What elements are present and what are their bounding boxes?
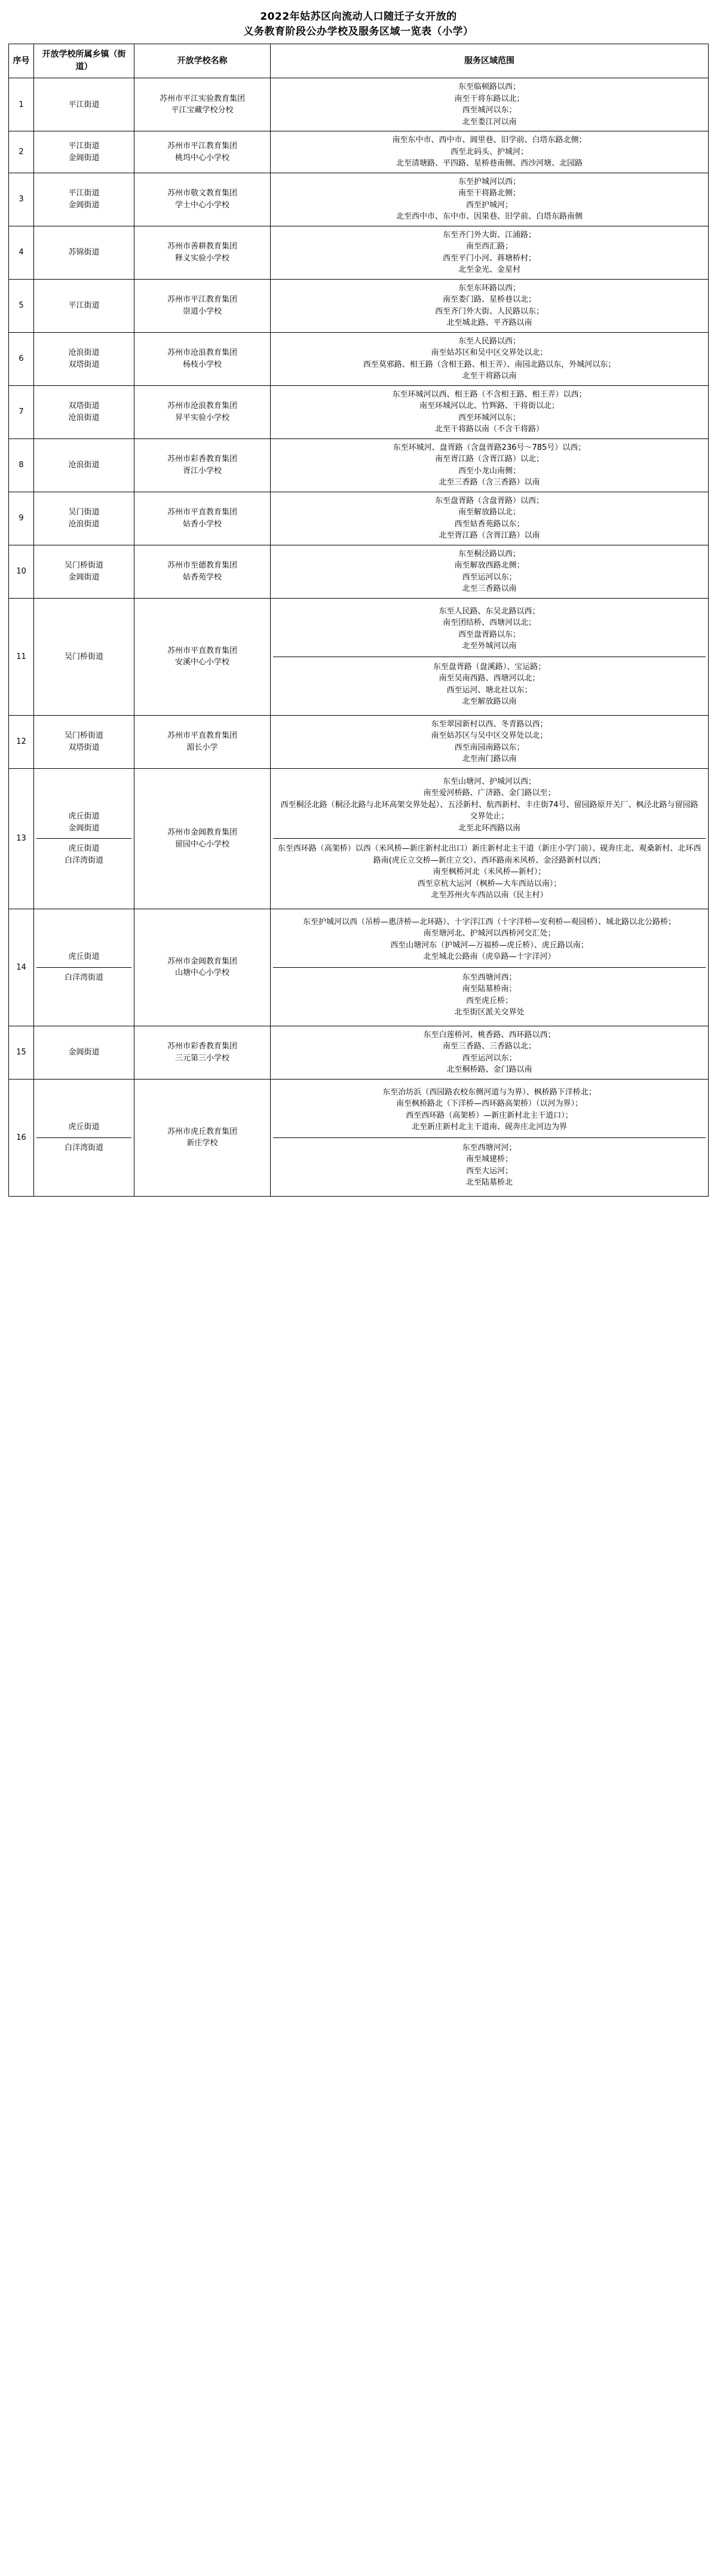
- cell-street: [34, 492, 134, 545]
- area-line: 南至解放路以北；: [458, 508, 520, 517]
- area-line: 南至吴南西路、西塘河以北；: [439, 674, 540, 683]
- cell-school: [134, 438, 271, 492]
- school-service-area-table: [8, 44, 709, 1197]
- cell-school: [134, 385, 271, 438]
- cell-school: [134, 1079, 271, 1196]
- area-line: 南至环城河以北、竹辉路、干将街以北；: [419, 401, 559, 411]
- school-name-line: 新庄学校: [186, 1139, 218, 1148]
- cell-seq: 3: [9, 173, 34, 226]
- cell-street: [34, 598, 134, 715]
- area-line: 西至齐门外大街、人民路以东；: [434, 306, 544, 316]
- area-line: 南至陆墓桥南；: [462, 985, 517, 994]
- table-row: [9, 492, 709, 545]
- cell-street: [34, 715, 134, 768]
- area-line: 北至街区派关交界处: [454, 1008, 525, 1017]
- area-line: 北至胥江路（含胥江路）以南: [439, 531, 540, 541]
- area-block: [273, 602, 706, 657]
- cell-seq: 15: [9, 1026, 34, 1079]
- street-name: 吴门桥街道: [64, 731, 103, 741]
- cell-seq: 4: [9, 226, 34, 279]
- school-name-line: 苏州市平江教育集团: [167, 295, 237, 305]
- cell-school: [134, 78, 271, 131]
- cell-street: [34, 78, 134, 131]
- area-line: 南至娄门路、星桥巷以北；: [442, 295, 536, 305]
- table-row: [9, 131, 709, 173]
- cell-school: [134, 279, 271, 332]
- title-line-2: 义务教育阶段公办学校及服务区域一览表（小学）: [243, 25, 474, 38]
- school-name-line: 苏州市平直教育集团: [167, 731, 237, 741]
- cell-school: [134, 909, 271, 1026]
- area-line: 东至护城河以西；: [458, 177, 520, 186]
- cell-area: [271, 909, 709, 1026]
- area-line: 西至运河以东；: [462, 1053, 517, 1063]
- area-line: 南至塘河北、护城河以西桥河交汇处；: [423, 929, 556, 939]
- cell-school: [134, 1026, 271, 1079]
- area-line: 东至齐门外大街、江浦路；: [442, 230, 536, 240]
- area-line: 西至环城河以东；: [458, 413, 520, 422]
- area-block: [273, 1082, 706, 1138]
- cell-school: [134, 173, 271, 226]
- cell-street: [34, 768, 134, 909]
- area-line: 北至陆墓桥北: [465, 1178, 513, 1188]
- column-header-school: 开放学校名称: [134, 44, 271, 78]
- school-name-line: 苏州市彩香教育集团: [167, 1042, 237, 1051]
- area-line: 北至城北公路南（虎阜路—十字洋河）: [423, 952, 556, 962]
- table-row: [9, 226, 709, 279]
- table-row: [9, 438, 709, 492]
- table-header-row: [9, 44, 709, 78]
- cell-area: [271, 279, 709, 332]
- cell-area: [271, 173, 709, 226]
- cell-seq: 13: [9, 768, 34, 909]
- cell-school: [134, 332, 271, 385]
- cell-area: [271, 492, 709, 545]
- cell-area: [271, 1079, 709, 1196]
- area-line: 西至盘胥路以东；: [458, 630, 520, 639]
- area-line: 东至桐泾路以西；: [458, 549, 520, 559]
- area-line: 东至护城河以西（吊桥—惠济桥—北环路）、十字洋江西（十字洋桥—安利桥—观园桥）、城北路以北公路桥；: [302, 917, 676, 927]
- table-row: [9, 332, 709, 385]
- school-name-line: 三元第三小学校: [174, 1053, 229, 1063]
- area-line: 南至爱河桥路、广济路、金门路以至；: [423, 789, 556, 798]
- street-name: 平江街道: [68, 189, 100, 198]
- cell-school: [134, 131, 271, 173]
- school-name-line: 苏州市平江实验教育集团: [159, 94, 245, 103]
- cell-street: [34, 279, 134, 332]
- document-page: [0, 0, 717, 1209]
- cell-school: [134, 545, 271, 598]
- school-name-line: 苏州市沧浪教育集团: [167, 401, 237, 411]
- cell-street: [34, 909, 134, 1026]
- area-line: 南至胥江路（含胥江路）以北；: [434, 455, 544, 464]
- cell-street: [34, 438, 134, 492]
- street-name: 白洋湾街道: [64, 1143, 103, 1152]
- school-name-line: 山塘中心小学校: [174, 968, 229, 978]
- area-line: 西至运河以东；: [462, 572, 517, 582]
- school-name-line: 姑香苑学校: [182, 572, 222, 582]
- area-line: 东至翠园新村以西、冬青路以西；: [431, 719, 548, 729]
- page-title: [8, 10, 709, 39]
- street-name: 白洋湾街道: [64, 973, 103, 982]
- school-name-line: 昇平实验小学校: [174, 413, 229, 422]
- area-line: 北至南门路以南: [462, 755, 517, 764]
- cell-street: [34, 545, 134, 598]
- cell-area: [271, 1026, 709, 1079]
- area-line: 南至城建桥；: [465, 1155, 513, 1164]
- table-row: [9, 909, 709, 1026]
- street-name: 双塔街道: [68, 401, 100, 411]
- area-line: 北至外城河以南: [462, 642, 517, 651]
- area-line: 东至西塘河河；: [462, 1143, 517, 1152]
- street-name: 虎丘街道: [68, 844, 100, 854]
- street-name: 沧浪街道: [68, 519, 100, 529]
- area-line: 西至小龙山南侧；: [458, 466, 520, 476]
- cell-seq: 5: [9, 279, 34, 332]
- street-group: [36, 839, 131, 871]
- school-name-line: 苏州市平直教育集团: [167, 646, 237, 655]
- street-name: 吴门桥街道: [64, 652, 103, 661]
- area-line: 南至团结桥、西塘河以北；: [442, 618, 536, 628]
- street-name: 平江街道: [68, 142, 100, 151]
- cell-street: [34, 226, 134, 279]
- cell-seq: 2: [9, 131, 34, 173]
- street-name: 金阊街道: [68, 200, 100, 210]
- area-line: 西至大运河；: [465, 1166, 513, 1176]
- cell-seq: 10: [9, 545, 34, 598]
- cell-seq: 14: [9, 909, 34, 1026]
- area-line: 西至南园南路以东；: [454, 743, 525, 752]
- cell-area: [271, 438, 709, 492]
- cell-school: [134, 492, 271, 545]
- area-block: [273, 839, 706, 906]
- area-line: 东至盘胥路（盘溪路）、宝运路；: [433, 662, 546, 671]
- area-line: 东至东环路以西；: [458, 283, 520, 293]
- cell-area: [271, 385, 709, 438]
- cell-seq: 1: [9, 78, 34, 131]
- area-line: 北至金光、金星村: [458, 265, 520, 275]
- cell-seq: 6: [9, 332, 34, 385]
- area-line: 西至运河、塘北社以东；: [446, 685, 532, 695]
- area-line: 北至三香路以南: [462, 584, 517, 594]
- title-line-1: 2022年姑苏区向流动人口随迁子女开放的: [260, 11, 457, 23]
- area-line: 南至干将路北侧；: [458, 189, 520, 198]
- school-name-line: 释义实验小学校: [174, 253, 229, 263]
- area-line: 西至莫邪路、相王路（含相王路、相王弄）、南园北路以东，外城河以东；: [363, 360, 616, 369]
- area-line: 东至西塘河西；: [462, 973, 517, 982]
- cell-area: [271, 768, 709, 909]
- school-name-line: 苏州市金阊教育集团: [167, 956, 237, 966]
- table-row: [9, 279, 709, 332]
- table-body: [9, 78, 709, 1197]
- area-line: 西至城河以东；: [462, 106, 517, 115]
- area-line: 东至临顿路以西；: [458, 82, 520, 92]
- area-line: 北至新庄新村北主干道南、砚奔庄北河边为界: [411, 1123, 567, 1132]
- street-name: 金阊街道: [68, 823, 100, 833]
- area-line: 西至护城河；: [465, 200, 513, 210]
- street-name: 平江街道: [68, 301, 100, 311]
- area-line: 东至冶坊浜（西园路农校东侧河道与为界）、枫桥路下洋桥北；: [382, 1087, 596, 1097]
- area-line: 南至姑苏区与吴中区交界处以北；: [431, 731, 548, 741]
- school-name-line: 学士中心小学校: [174, 200, 229, 210]
- street-group: [36, 806, 131, 839]
- cell-area: [271, 226, 709, 279]
- school-name-line: 杨枝小学校: [182, 360, 222, 369]
- cell-street: [34, 131, 134, 173]
- table-row: [9, 598, 709, 715]
- cell-school: [134, 768, 271, 909]
- table-row: [9, 78, 709, 131]
- area-line: 南至三香路、三香路以北；: [442, 1042, 536, 1051]
- column-header-seq: 序号: [9, 44, 34, 78]
- area-line: 北至解放路以南: [462, 697, 517, 707]
- school-name-line: 桃坞中心小学校: [174, 153, 229, 162]
- school-name-line: 苏州市金阊教育集团: [167, 828, 237, 838]
- area-line: 南至枫桥河北（米风桥—新村）；: [433, 867, 546, 877]
- area-line: 西至山塘河东（护城河—万福桥—虎丘桥）、虎丘路以南；: [390, 940, 589, 950]
- area-line: 西至西环路（高架桥）—新庄新村北主干道口）；: [406, 1111, 573, 1120]
- cell-seq: 9: [9, 492, 34, 545]
- cell-street: [34, 1026, 134, 1079]
- cell-school: [134, 226, 271, 279]
- cell-area: [271, 545, 709, 598]
- area-line: 东至环城河以西、相王路（不含相王路、相王弄）以西；: [392, 390, 587, 399]
- table-row: [9, 1079, 709, 1196]
- school-name-line: 苏州市彩香教育集团: [167, 455, 237, 464]
- area-line: 西至京杭大运河（枫桥—大车西站以南）；: [417, 879, 562, 888]
- cell-area: [271, 598, 709, 715]
- area-line: 南至西汇路；: [465, 242, 513, 252]
- street-name: 白洋湾街道: [64, 855, 103, 865]
- school-name-line: 留园中心小学校: [174, 839, 229, 849]
- school-name-line: 姑香小学校: [182, 519, 222, 529]
- school-name-line: 苏州市善耕教育集团: [167, 242, 237, 252]
- area-line: 北至苏州火车西站以南（民主村）: [431, 891, 548, 900]
- area-line: 东至西环路（高架桥）以西（米风桥—新庄新村北出口）新庄新村北主干道（新庄小学门前）、砚奔庄北、观桑新村、北环西路南(虎丘立交桥—新庄立交）、西环路南米风桥、金泾路新村以西；: [277, 844, 701, 865]
- column-header-street: 开放学校所属乡镇（街道）: [34, 44, 134, 78]
- table-row: [9, 173, 709, 226]
- street-name: 吴门桥街道: [64, 561, 103, 571]
- school-name-line: 苏州市至德教育集团: [167, 561, 237, 571]
- area-line: 西至桐泾北路（桐泾北路与北环高架交界处起）、五泾新村、航西新村、丰庄街74号、留园路原开关厂、枫泾北路与留园路交界处止；: [280, 800, 698, 821]
- school-name-line: 苏州市敬文教育集团: [167, 189, 237, 198]
- area-line: 西至姑香苑路以东；: [454, 519, 525, 529]
- area-line: 南至东中市、西中市、阊里巷、旧学前、白塔东路北侧；: [392, 136, 587, 145]
- area-line: 南至解放西路北侧；: [454, 561, 525, 571]
- cell-school: [134, 598, 271, 715]
- school-name-line: 苏州市虎丘教育集团: [167, 1127, 237, 1136]
- table-row: [9, 768, 709, 909]
- cell-seq: 12: [9, 715, 34, 768]
- cell-seq: 11: [9, 598, 34, 715]
- area-line: 东至白莲桥河、桃香路、西环路以西；: [423, 1030, 556, 1039]
- street-name: 吴门街道: [68, 508, 100, 517]
- area-line: 北至桐桥路、金门路以南: [446, 1065, 532, 1075]
- area-line: 南至姑苏区和吴中区交界处以北；: [431, 348, 548, 358]
- table-row: [9, 545, 709, 598]
- cell-street: [34, 385, 134, 438]
- area-block: [273, 657, 706, 712]
- cell-seq: 16: [9, 1079, 34, 1196]
- street-name: 平江街道: [68, 100, 100, 109]
- street-name: 金阊街道: [68, 1048, 100, 1057]
- area-line: 北至城北路、平齐路以南: [446, 318, 532, 328]
- area-line: 北至娄江河以南: [462, 117, 517, 127]
- area-line: 南至枫桥路北（下洋桥—西环路高架桥）（以河为界）；: [396, 1099, 583, 1109]
- area-line: 东至人民路、东吴北路以西；: [439, 606, 540, 616]
- cell-school: [134, 715, 271, 768]
- area-line: 南至干将东路以北；: [454, 94, 525, 103]
- school-name-line: 平江宝藏学校分校: [171, 106, 234, 115]
- school-name-line: 苏州市平江教育集团: [167, 142, 237, 151]
- street-name: 双塔街道: [68, 360, 100, 369]
- area-line: 东至山塘河、护城河以西；: [442, 777, 536, 786]
- street-name: 虎丘街道: [68, 812, 100, 821]
- street-name: 金阊街道: [68, 572, 100, 582]
- table-row: [9, 1026, 709, 1079]
- cell-area: [271, 131, 709, 173]
- area-line: 北至北环西路以南: [458, 823, 520, 833]
- cell-area: [271, 332, 709, 385]
- street-name: 苏锦街道: [68, 248, 100, 257]
- street-name: 沧浪街道: [68, 461, 100, 470]
- cell-area: [271, 78, 709, 131]
- street-name: 双塔街道: [68, 743, 100, 752]
- area-line: 东至盘胥路（含盘胥路）以西；: [434, 496, 544, 505]
- cell-street: [34, 1079, 134, 1196]
- cell-area: [271, 715, 709, 768]
- area-line: 北至三香路（含三香路）以南: [439, 478, 540, 487]
- street-name: 虎丘街道: [36, 947, 131, 967]
- column-header-area: 服务区域范围: [271, 44, 709, 78]
- area-block: [273, 967, 706, 1023]
- school-name-line: 崇道小学校: [182, 306, 222, 316]
- school-name-line: 湄长小学: [186, 743, 218, 752]
- school-name-line: 苏州市沧浪教育集团: [167, 348, 237, 358]
- school-name-line: 安溪中心小学校: [174, 658, 229, 667]
- area-line: 东至环城河、盘胥路（含盘胥路236号～785号）以西；: [393, 443, 586, 452]
- area-block: [273, 772, 706, 839]
- school-name-line: 苏州市平直教育集团: [167, 508, 237, 517]
- area-line: 北至干将路以南（不含干将路）: [434, 425, 544, 434]
- cell-seq: 7: [9, 385, 34, 438]
- school-name-line: 胥江小学校: [182, 466, 222, 476]
- area-line: 西至虎丘桥；: [465, 996, 513, 1005]
- cell-street: [34, 332, 134, 385]
- cell-seq: 8: [9, 438, 34, 492]
- street-name: 虎丘街道: [36, 1117, 131, 1137]
- area-line: 西至平门小河、蒋塘桥村；: [442, 253, 536, 263]
- cell-street: [34, 173, 134, 226]
- area-line: 西至北码头、护城河；: [450, 147, 528, 157]
- street-name: 沧浪街道: [68, 348, 100, 358]
- area-line: 东至人民路以西；: [458, 336, 520, 346]
- area-line: 北至西中市、东中市、因果巷、旧学前、白塔东路南侧: [396, 212, 583, 222]
- area-block: [273, 1137, 706, 1193]
- area-block: [273, 912, 706, 968]
- area-line: 北至清塘路、平四路、星桥巷南侧、西沙河塘、北园路: [396, 159, 583, 168]
- table-row: [9, 715, 709, 768]
- street-name: 沧浪街道: [68, 413, 100, 422]
- table-row: [9, 385, 709, 438]
- area-line: 北至干将路以南: [462, 372, 517, 381]
- street-name: 金阊街道: [68, 153, 100, 162]
